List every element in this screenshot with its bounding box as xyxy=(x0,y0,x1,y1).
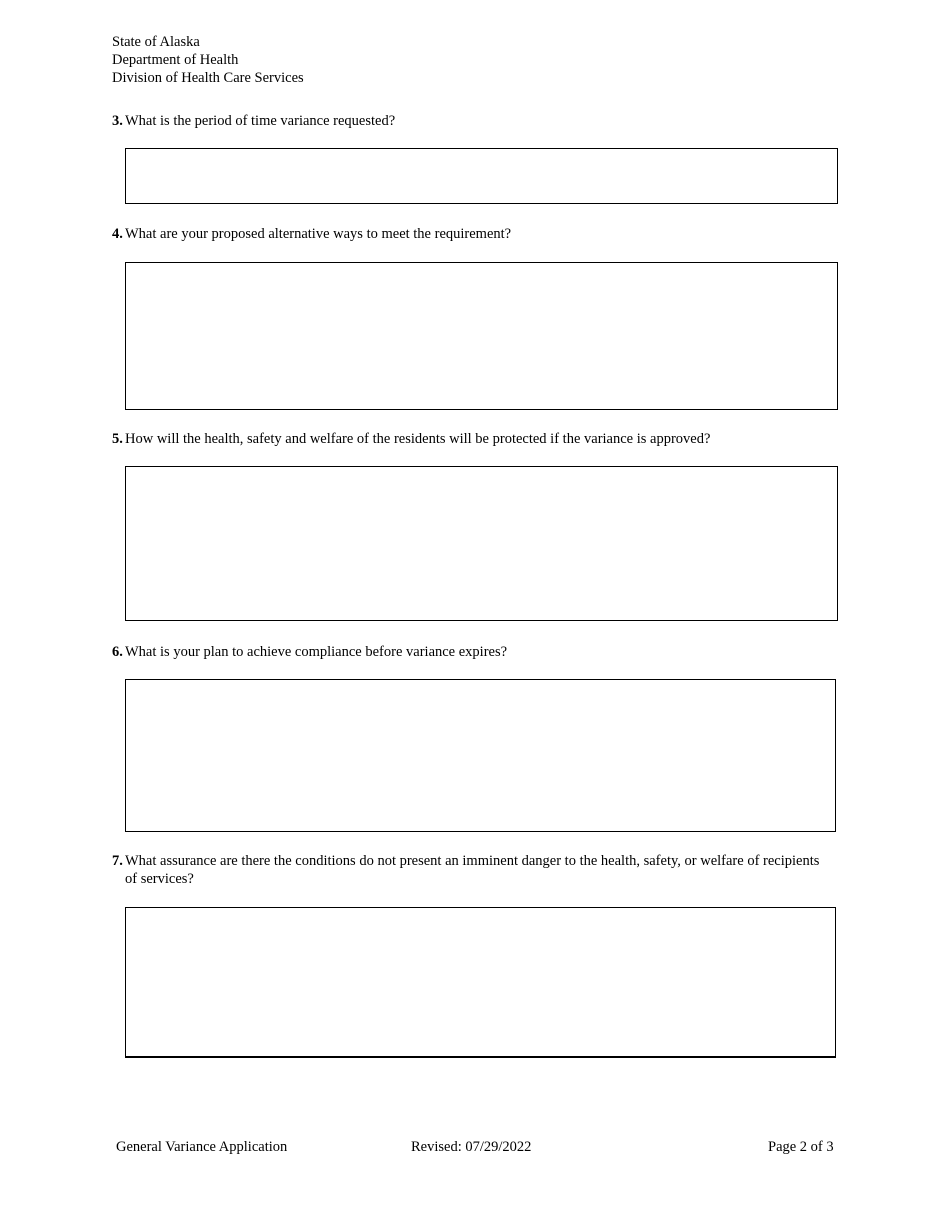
answer-field-4[interactable] xyxy=(125,262,838,410)
question-6 xyxy=(112,643,832,661)
question-number: 4. xyxy=(112,226,123,242)
answer-field-5[interactable] xyxy=(125,466,838,621)
question-7 xyxy=(112,852,822,888)
question-number: 6. xyxy=(112,644,123,660)
question-text: How will the health, safety and welfare of the residents will be protected if the variance is approved? xyxy=(125,431,711,447)
question-text: What is the period of time variance requested? xyxy=(125,113,396,129)
header-division: Division of Health Care Services xyxy=(112,70,304,86)
footer-revised-date: Revised: 07/29/2022 xyxy=(411,1139,532,1155)
agency-header xyxy=(112,33,304,87)
answer-field-7[interactable] xyxy=(125,907,836,1058)
answer-field-6[interactable] xyxy=(125,679,836,832)
question-number: 3. xyxy=(112,113,123,129)
answer-field-3[interactable] xyxy=(125,148,838,204)
question-3 xyxy=(112,112,832,130)
question-4 xyxy=(112,225,832,243)
question-text: What are your proposed alternative ways to meet the requirement? xyxy=(125,226,512,242)
question-text: What assurance are there the conditions do not present an imminent danger to the health, safety, or welfare of recipients of services? xyxy=(125,853,820,887)
footer-form-name: General Variance Application xyxy=(116,1139,288,1155)
question-number: 5. xyxy=(112,431,123,447)
header-state: State of Alaska xyxy=(112,34,200,50)
question-text: What is your plan to achieve compliance before variance expires? xyxy=(125,644,508,660)
question-5 xyxy=(112,430,832,448)
footer-page-number: Page 2 of 3 xyxy=(768,1139,834,1155)
header-department: Department of Health xyxy=(112,52,239,68)
question-number: 7. xyxy=(112,853,123,869)
